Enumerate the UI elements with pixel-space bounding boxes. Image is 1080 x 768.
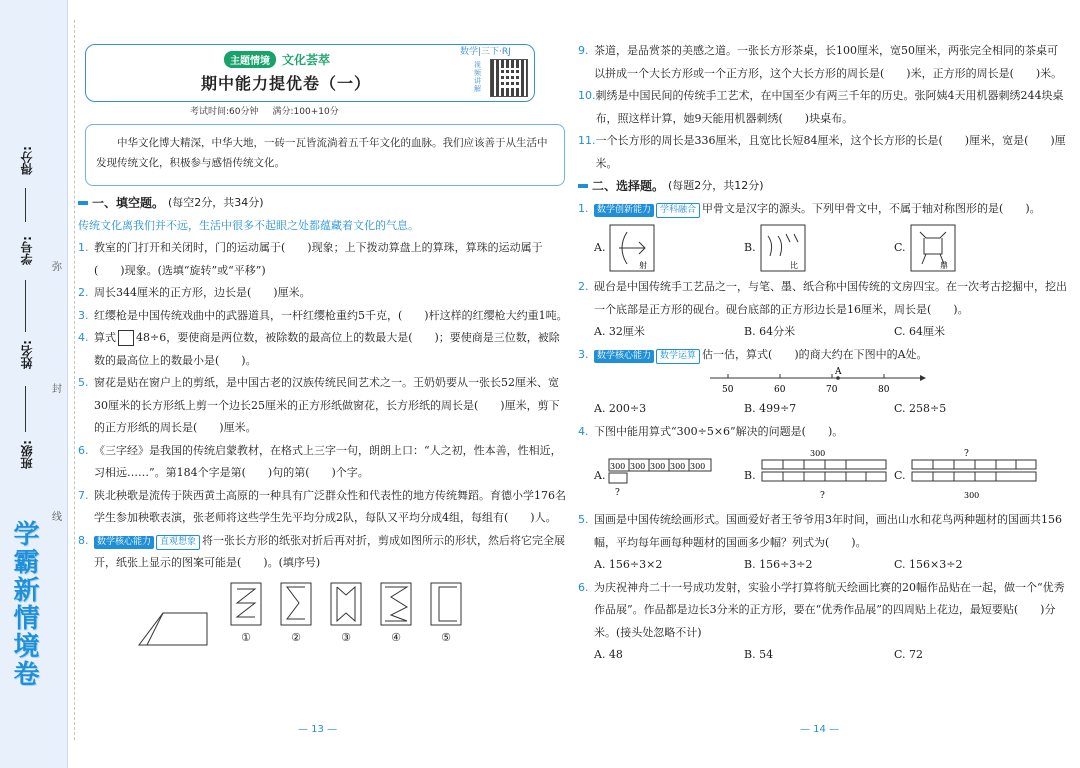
fill-question-3: 3. 红缨枪是中国传统戏曲中的武器道具，一杆红缨枪重约5千克，( )杆这样的红缨枪大约重1吨。 <box>78 308 568 322</box>
intro-box: 中华文化博大精深，中华大地，一砖一瓦皆流淌着五千年文化的血脉。我们应该善于从生活中发现传统文化，积极参与感悟传统文化。 <box>85 124 565 186</box>
theme-tag: 主题情境 <box>224 51 276 68</box>
svg-text:?: ? <box>615 488 621 498</box>
qr-code-icon[interactable] <box>490 59 528 97</box>
option-figure-5[interactable]: ⑤ <box>429 581 463 650</box>
choice-3-options <box>578 398 1068 421</box>
choice-6-option-b[interactable]: B. 54 <box>744 648 774 661</box>
svg-text:300: 300 <box>650 462 666 471</box>
blank-box <box>118 330 134 346</box>
choice-1-options <box>578 220 1068 276</box>
choice-4-options <box>578 443 1068 509</box>
student-id-line <box>25 280 26 332</box>
choice-6-option-c[interactable]: C. 72 <box>894 648 924 661</box>
fill-question-8: 8. 数学核心能力 直观想象 将一张长方形的纸张对折后再对折，剪成如图所示的形状，然后将它完全展开，纸张上显示的图案可能是( )。(填序号) <box>78 533 566 569</box>
fill-question-10: 10. 刺绣是中国民间的传统手工艺术，在中国至少有两三千年的历史。张阿姨4天用机器刺绣244块桌布，照这样计算，她9天能用机器刺绣( )块桌布。 <box>578 89 1064 125</box>
oracle-she-icon <box>609 224 655 272</box>
choice-question-4: 4. 下图中能用算式“300÷5×6”解决的问题是( )。 <box>578 424 844 438</box>
theme-title: 文化荟萃 <box>282 53 331 67</box>
option-figure-2[interactable]: ② <box>279 581 313 650</box>
fill-question-4: 4. 算式 48÷6，要使商是两位数，被除数的最高位上的数最大是( )；要使商是三位数，被除数的最高位上的数最小是( )。 <box>78 331 560 367</box>
exam-score: 满分:100+10分 <box>272 107 339 117</box>
binding-strip <box>0 0 68 768</box>
choice-6-options <box>578 644 1068 667</box>
svg-text:射: 射 <box>639 261 648 270</box>
seal-char-3: 线 <box>52 512 62 523</box>
number-line-svg <box>708 366 928 398</box>
choice-question-6: 6. 为庆祝神舟二十一号成功发射，实验小学打算将航天绘画比赛的20幅作品贴在一起，做一个“优秀作品展”。作品都是边长3分米的正方形，要在“优秀作品展”的四周贴上花边，最短要贴( )分米。(接头处忽略不计) <box>578 580 1065 639</box>
choice-1-option-b[interactable]: B. 比 <box>744 224 894 272</box>
section-bar-icon <box>78 201 88 205</box>
fill-question-11: 11. 一个长方形的周长是336厘米，且宽比长短84厘米，这个长方形的长是( )厘米，宽是( )厘米。 <box>578 134 1066 170</box>
tick-70: 70 <box>826 385 838 395</box>
point-a: A <box>835 367 842 377</box>
score-label: 得分: <box>20 146 34 175</box>
svg-text:鼎: 鼎 <box>939 261 948 270</box>
svg-text:300: 300 <box>670 462 686 471</box>
oracle-bi-icon <box>760 224 806 272</box>
fill-question-7: 7. 陕北秧歌是流传于陕西黄土高原的一种具有广泛群众性和代表性的地方传统舞蹈。育德小学176名学生参加秧歌表演，张老师将这些学生先平均分成2队，每队又平均分成4组，每组有( )人。 <box>78 488 566 524</box>
page-title: 期中能力提优卷（一） <box>200 74 371 93</box>
option-figure-4[interactable]: ④ <box>379 581 413 650</box>
svg-text:比: 比 <box>789 261 798 270</box>
fill-question-9: 9. 茶道，是品赏茶的美感之道。一张长方形茶桌，长100厘米，宽50厘米，两张完全相同的茶桌可以拼成一个大长方形或一个正方形，这个大长方形的周长是( )米，正方形的周长是( )米。 <box>578 44 1063 80</box>
left-column <box>78 192 568 649</box>
fill-question-5: 5. 窗花是贴在窗户上的剪纸，是中国古老的汉族传统民间艺术之一。王奶奶要从一张长52厘米、宽30厘米的长方形纸上剪一个边长25厘米的正方形纸做窗花，长方形纸的周长是( )厘米，剪下的正方形纸的周长是( )厘米。 <box>78 376 560 434</box>
choice-2-option-c[interactable]: C. 64厘米 <box>894 325 946 338</box>
choice-question-1: 1. 数学创新能力 学科融合 甲骨文是汉字的源头。下列甲骨文中，不属于轴对称图形的是( )。 <box>578 198 1068 221</box>
choice-6-option-a[interactable]: A. 48 <box>594 648 623 661</box>
choice-5-options <box>578 554 1068 577</box>
subject-meta: 数学|三下·RJ <box>460 47 511 57</box>
svg-text:300: 300 <box>690 462 706 471</box>
choice-2-option-a[interactable]: A. 32厘米 <box>594 325 645 338</box>
svg-text:?: ? <box>963 449 969 459</box>
fill-lead: 传统文化离我们并不远，生活中很多不起眼之处都蕴藏着文化的气息。 <box>78 218 419 232</box>
choice-section-title: 二、选择题。 (每题2分，共12分) <box>578 175 1068 198</box>
choice-4-option-c[interactable]: C. ? 300 <box>894 448 1044 504</box>
choice-3-option-a[interactable]: A. 200÷3 <box>594 402 647 415</box>
choice-3-option-b[interactable]: B. 499÷7 <box>744 402 797 415</box>
seal-char-2: 封 <box>52 384 62 395</box>
svg-text:300: 300 <box>963 491 979 500</box>
choice-question-3: 3. 数学核心能力 数学运算 估一估，算式( )的商大约在下图中的A处。 <box>578 344 1068 367</box>
cut-line <box>74 20 75 740</box>
choice-question-5: 5. 国画是中国传统绘画形式。国画爱好者王爷爷用3年时间，画出山水和花鸟两种题材的国画共156幅，平均每年画每种题材的国画多少幅？列式为( )。 <box>578 513 1062 549</box>
option-figure-1[interactable]: ① <box>229 581 263 650</box>
number-line <box>578 366 1068 398</box>
name-line <box>25 386 26 432</box>
brand-logo: 学霸新情境卷 <box>9 520 39 688</box>
class-label: 班级: <box>20 440 34 469</box>
choice-2-option-b[interactable]: B. 64分米 <box>744 325 796 338</box>
tick-50: 50 <box>722 385 734 395</box>
tick-80: 80 <box>878 385 890 395</box>
section-bar-icon <box>578 184 588 188</box>
seal-char-1: 弥 <box>52 262 62 273</box>
choice-4-option-b[interactable]: B. 300 ? <box>744 448 894 504</box>
choice-1-option-c[interactable]: C. 鼎 <box>894 224 1044 272</box>
fill-question-1: 1. 教室的门打开和关闭时，门的运动属于( )现象；上下拨动算盘上的算珠，算珠的运动属于( )现象。(选填“旋转”或“平移”) <box>78 241 543 277</box>
choice-5-option-c[interactable]: C. 156×3÷2 <box>894 558 963 571</box>
choice-3-option-c[interactable]: C. 258÷5 <box>894 402 947 415</box>
fill-question-6: 6. 《三字经》是我国的传统启蒙教材，在格式上三字一句，朗朗上口：“人之初，性本善，性相近，习相远……”。第184个字是第( )句的第( )个字。 <box>78 443 562 479</box>
fill-question-2: 2. 周长344厘米的正方形，边长是( )厘米。 <box>78 286 311 299</box>
exam-time: 考试时间:60分钟 <box>190 107 259 117</box>
svg-text:300: 300 <box>610 462 626 471</box>
page-number-right: — 14 — <box>800 724 840 735</box>
choice-5-option-a[interactable]: A. 156÷3×2 <box>594 558 663 571</box>
qr-caption: 视频讲解 <box>474 61 481 93</box>
bar-diagram-a <box>607 451 715 501</box>
svg-text:?: ? <box>819 491 825 501</box>
choice-4-option-a[interactable]: A. 300 300 300 300 300 ? <box>594 451 744 501</box>
q8-figures <box>78 581 568 650</box>
option-figure-3[interactable]: ③ <box>329 581 363 650</box>
score-line <box>25 188 26 222</box>
oracle-ding-icon <box>910 224 956 272</box>
student-id-label: 学号: <box>20 236 34 265</box>
bar-diagram-c <box>908 448 1040 504</box>
choice-5-option-b[interactable]: B. 156÷3÷2 <box>744 558 813 571</box>
header-tags <box>224 51 330 68</box>
bar-diagram-b <box>758 448 890 504</box>
choice-question-2: 2. 砚台是中国传统手工艺品之一，与笔、墨、纸合称中国传统的文房四宝。在一次考古挖掘中，挖出一个底部是正方形的砚台。砚台底部的正方形边长是16厘米，周长是( )。 <box>578 280 1067 316</box>
svg-text:300: 300 <box>809 449 825 458</box>
page-number-left: — 13 — <box>298 724 338 735</box>
right-column <box>578 40 1068 667</box>
folded-paper-icon <box>133 609 213 649</box>
fill-section-title: 一、填空题。 (每空2分，共34分) <box>78 192 568 215</box>
svg-text:300: 300 <box>630 462 646 471</box>
choice-2-options <box>578 321 1068 344</box>
name-label: 姓名: <box>20 340 34 369</box>
tick-60: 60 <box>774 385 786 395</box>
exam-info <box>190 104 339 117</box>
choice-1-option-a[interactable]: A. 射 <box>594 224 744 272</box>
